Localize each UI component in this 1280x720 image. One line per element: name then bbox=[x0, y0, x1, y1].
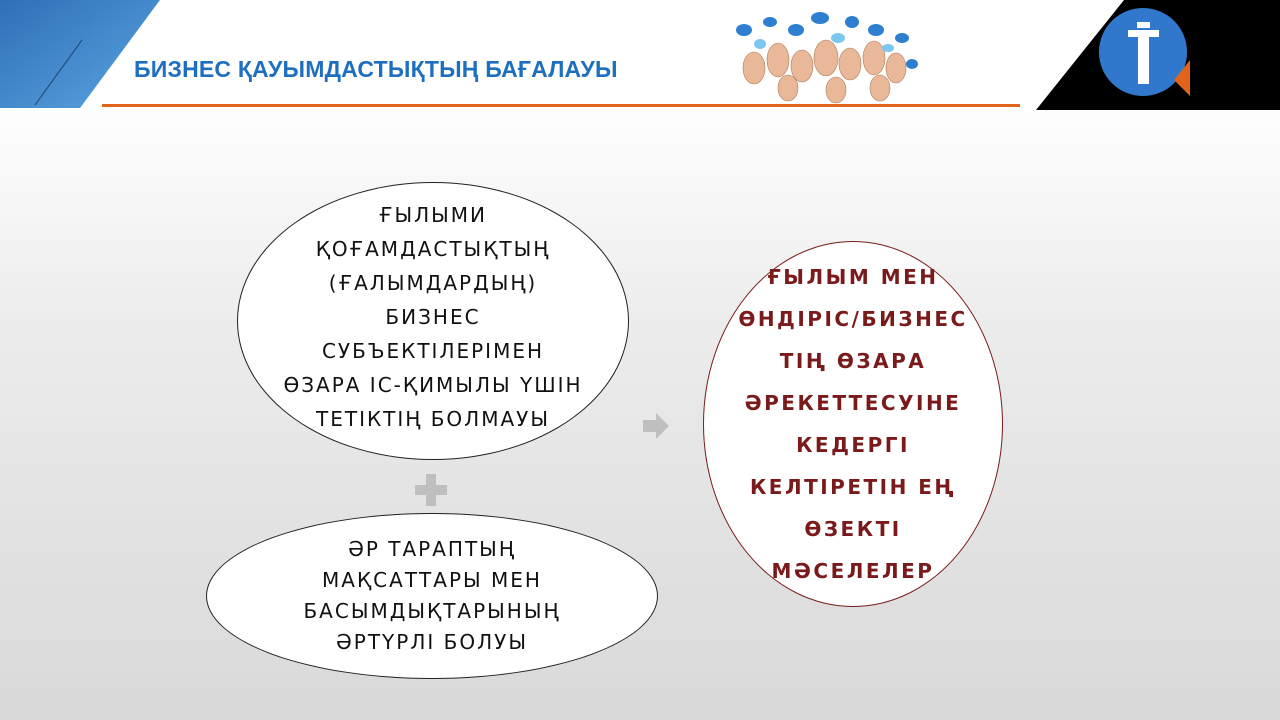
page-title: БИЗНЕС ҚАУЫМДАСТЫҚТЫҢ БАҒАЛАУЫ bbox=[134, 56, 618, 82]
cause-1-text: ҒЫЛЫМИ ҚОҒАМДАСТЫҚТЫҢ (ҒАЛЫМДАРДЫҢ) БИЗНЕС СУБЪЕКТІЛЕРІМЕН ӨЗАРА ІС-ҚИМЫЛЫ ҮШІН ТЕТІКТІҢ БОЛМАУЫ bbox=[283, 203, 583, 431]
university-logo-icon bbox=[1036, 0, 1280, 110]
cause-ellipse-priorities bbox=[206, 513, 658, 679]
cause-ellipse-mechanism bbox=[237, 182, 629, 460]
plus-icon bbox=[413, 472, 449, 508]
header-underline bbox=[102, 104, 1020, 107]
arrow-right-icon bbox=[643, 413, 669, 439]
cause-2-text: ӘР ТАРАПТЫҢ МАҚСАТТАРЫ МЕН БАСЫМДЫҚТАРЫНЫҢ ӘРТҮРЛІ БОЛУЫ bbox=[303, 537, 561, 654]
result-text: ҒЫЛЫМ МЕН ӨНДІРІС/БИЗНЕС ТІҢ ӨЗАРА ӘРЕКЕТТЕСУІНЕ КЕДЕРГІ КЕЛТІРЕТІН ЕҢ ӨЗЕКТІ МӘСЕЛЕЛЕР bbox=[738, 265, 968, 583]
raised-hands-speech-bubbles-icon bbox=[726, 8, 926, 108]
result-ellipse-problems bbox=[703, 241, 1003, 607]
